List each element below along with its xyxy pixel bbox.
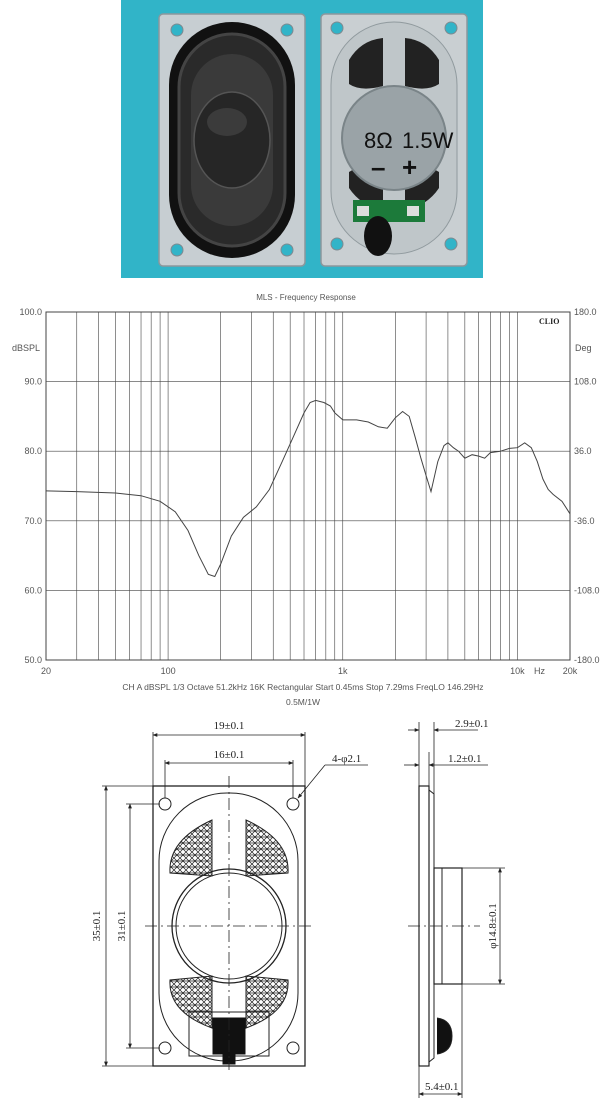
x-tick-label: 100 [160,666,176,676]
y-axis-label-right: Deg [575,343,592,353]
x-axis-unit: Hz [534,666,545,676]
y-tick-label: 70.0 [24,515,42,526]
dim-bottom-depth: 5.4±0.1 [425,1081,459,1093]
dim-height-outer: 35±0.1 [91,910,103,942]
y-tick-label-right: -180.0 [574,655,600,665]
x-tick-label: 20 [40,666,52,676]
terminal-minus-label: – [371,152,386,182]
x-tick-label: 10k [510,666,525,676]
speaker-front-image [159,14,305,266]
chart-footer-drive: 0.5M/1W [285,697,321,707]
terminal-plus-label: + [402,152,418,182]
dim-mounting-holes: 4-φ2.1 [332,753,362,765]
dim-height-holes: 31±0.1 [116,910,128,942]
y-tick-label: 80.0 [24,446,42,457]
speaker-photo [121,0,483,278]
rating-ohm-label: 8Ω [364,128,393,153]
chart-title: MLS - Frequency Response [256,293,356,302]
side-view [408,786,480,1066]
y-ticks-left [19,307,42,665]
chart-footer-settings: CH A dBSPL 1/3 Octave 51.2kHz 16K Rectangular Start 0.45ms Stop 7.29ms FreqLO 146.29Hz [122,682,484,692]
y-axis-label-left: dBSPL [12,343,41,353]
dim-depth-total: 2.9±0.1 [455,718,489,730]
x-tick-label: 20k [562,666,578,676]
y-tick-label-right: 36.0 [574,446,592,457]
plot-area [46,312,570,660]
y-tick-label: 60.0 [24,585,42,596]
clio-logo: CLIO [539,317,560,326]
speaker-back-image [321,14,467,266]
y-tick-label-right: -36.0 [574,515,595,526]
dimension-drawing [0,712,610,1101]
y-tick-label: 50.0 [24,655,42,665]
dim-width-outer: 19±0.1 [213,720,245,732]
dim-magnet-diameter: φ14.8±0.1 [487,903,499,949]
y-tick-label: 100.0 [19,307,42,317]
front-view [145,776,313,1070]
x-ticks [41,666,578,676]
x-tick-label: 1k [337,666,348,676]
y-tick-label-right: -108.0 [574,585,600,596]
rating-watt-label: 1.5W [402,128,454,153]
dim-depth-frame: 1.2±0.1 [448,753,482,765]
y-tick-label: 90.0 [24,376,42,387]
frequency-response-chart [0,286,610,710]
y-tick-label-right: 180.0 [574,307,597,317]
y-ticks-right [574,307,600,665]
y-tick-label-right: 108.0 [574,376,597,387]
front-dimensions [102,732,368,1066]
dim-width-holes: 16±0.1 [213,749,245,761]
